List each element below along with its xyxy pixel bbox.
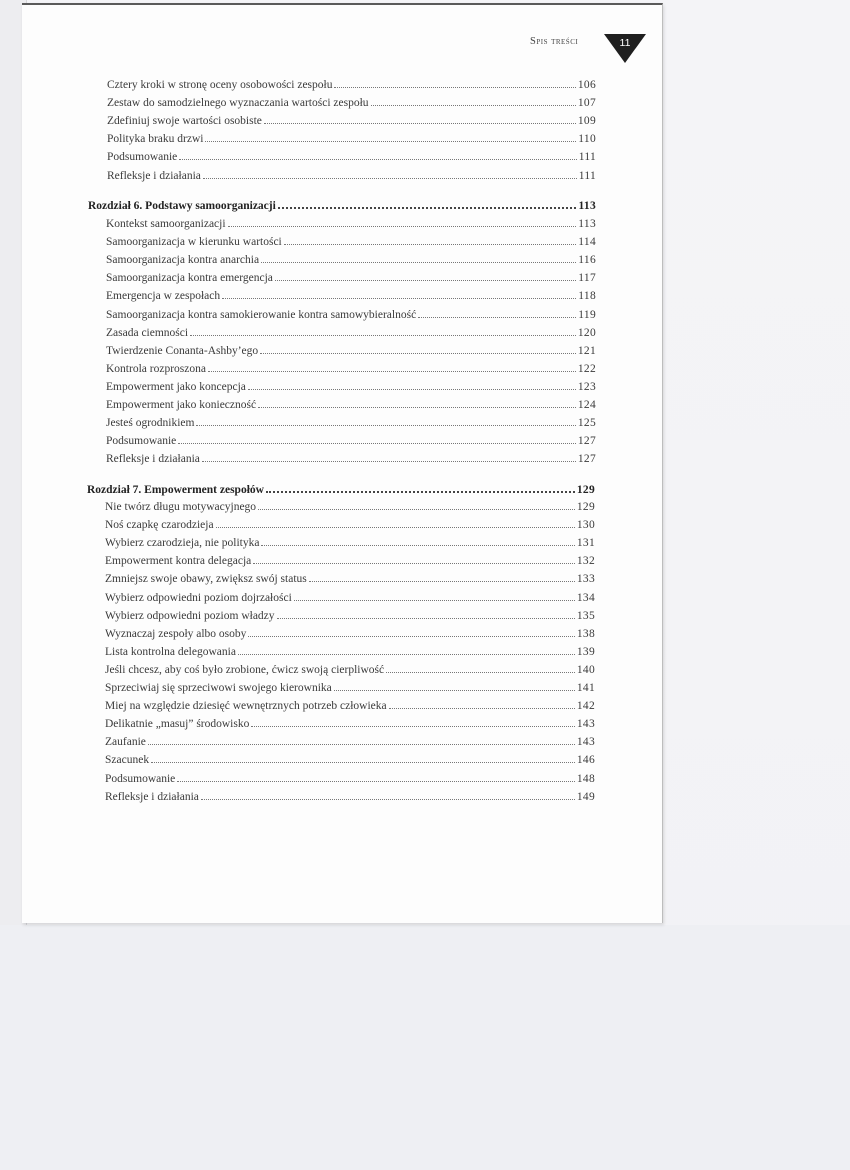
toc-page-number: 118: [578, 290, 596, 302]
toc-page-number: 127: [577, 435, 596, 447]
dot-leader: [334, 76, 575, 88]
toc-entry: [107, 148, 596, 164]
toc-entry-title: Empowerment jako koncepcja: [106, 381, 246, 393]
page-number: 11: [619, 37, 631, 49]
toc-entry: [105, 661, 595, 677]
toc-entry: [106, 360, 596, 376]
toc-entry: [106, 251, 596, 267]
toc-entry-title: Nie twórz długu motywacyjnego: [105, 501, 257, 513]
toc-entry-title: Samoorganizacja kontra samokierowanie kontra samowybieralność: [106, 309, 417, 321]
toc-entry: [107, 112, 596, 128]
dot-leader: [190, 324, 576, 336]
dot-leader: [284, 233, 577, 245]
toc-page-number: 110: [578, 133, 596, 145]
toc-page-number: 124: [577, 399, 596, 411]
toc-entry: [105, 679, 595, 695]
dot-leader: [260, 342, 576, 354]
toc-page-number: 121: [577, 345, 596, 357]
toc-entry-title: Empowerment kontra delegacja: [105, 555, 252, 567]
toc-entry: [107, 130, 596, 146]
toc-entry: [106, 306, 596, 322]
toc-entry: [105, 733, 595, 749]
toc-page-number: 142: [576, 700, 595, 712]
dot-leader: [275, 269, 576, 281]
toc-page-number: 134: [576, 592, 595, 604]
toc-entry: [106, 269, 596, 285]
dot-leader: [177, 770, 575, 782]
toc-entry: [106, 432, 596, 448]
toc-entry-title: Kontekst samoorganizacji: [106, 218, 226, 230]
toc-entry-title: Empowerment jako konieczność: [106, 399, 257, 411]
toc-entry-title: Noś czapkę czarodzieja: [105, 519, 214, 531]
dot-leader: [151, 751, 575, 763]
dot-leader: [205, 130, 576, 142]
toc-page-number: 109: [577, 115, 596, 127]
chapter-heading: [87, 480, 595, 496]
dot-leader: [178, 432, 576, 444]
toc-page-number: 116: [578, 254, 596, 266]
dot-leader: [389, 697, 575, 709]
toc-page-number: 140: [576, 664, 595, 676]
toc-page-number: 146: [576, 754, 595, 766]
dot-leader: [264, 112, 576, 124]
toc-page-number: 113: [578, 218, 596, 230]
dot-leader: [294, 589, 575, 601]
dot-leader: [418, 306, 576, 318]
toc-entry: [106, 215, 596, 231]
toc-page-number: 135: [576, 610, 595, 622]
toc-entry-title: Refleksje i działania: [105, 791, 199, 803]
toc-page-number: 119: [578, 309, 596, 321]
toc-entry-title: Samoorganizacja w kierunku wartości: [106, 236, 282, 248]
toc-entry-title: Wyznaczaj zespoły albo osoby: [105, 628, 247, 640]
toc-page-number: 148: [576, 773, 595, 785]
toc-page-number: 138: [576, 628, 595, 640]
toc-entry-title: Podsumowanie: [107, 151, 178, 163]
dot-leader: [208, 360, 576, 372]
toc-entry-title: Rozdział 6. Podstawy samoorganizacji: [88, 200, 276, 212]
dot-leader: [309, 570, 575, 582]
toc-entry: [105, 643, 595, 659]
toc-entry-title: Twierdzenie Conanta-Ashby’ego: [106, 345, 259, 357]
dot-leader: [248, 625, 574, 637]
toc-entry-title: Zasada ciemności: [106, 327, 189, 339]
toc-entry: [106, 378, 596, 394]
toc-entry: [105, 552, 595, 568]
toc-entry: [106, 324, 596, 340]
dot-leader: [179, 148, 576, 160]
toc-page-number: 130: [576, 519, 595, 531]
toc-page-number: 143: [576, 736, 595, 748]
toc-entry-title: Refleksje i działania: [106, 453, 200, 465]
toc-page-number: 139: [576, 646, 595, 658]
dot-leader: [201, 788, 575, 800]
dot-leader: [248, 378, 576, 390]
toc-entry-title: Samoorganizacja kontra anarchia: [106, 254, 260, 266]
toc-entry: [107, 167, 596, 183]
toc-entry-title: Szacunek: [105, 754, 150, 766]
running-header: Spis treści: [530, 36, 579, 47]
dot-leader: [148, 733, 575, 745]
toc-entry-title: Wybierz czarodzieja, nie polityka: [105, 537, 260, 549]
toc-entry-title: Kontrola rozproszona: [106, 363, 206, 375]
toc-page-number: 111: [578, 151, 596, 163]
toc-page-number: 125: [577, 417, 596, 429]
toc-page-number: 122: [577, 363, 596, 375]
dot-leader: [278, 196, 577, 209]
dot-leader: [216, 516, 575, 528]
toc-entry-title: Sprzeciwiaj się sprzeciwowi swojego kierownika: [105, 682, 332, 694]
toc-entry: [105, 788, 595, 804]
toc-entry-title: Cztery kroki w stronę oceny osobowości zespołu: [107, 79, 333, 91]
dot-leader: [277, 607, 575, 619]
toc-entry-title: Zestaw do samodzielnego wyznaczania wartości zespołu: [107, 97, 369, 109]
dot-leader: [258, 396, 576, 408]
dot-leader: [386, 661, 575, 673]
toc-page-number: 117: [578, 272, 596, 284]
toc-entry: [106, 414, 596, 430]
toc-entry: [105, 570, 595, 586]
dot-leader: [261, 534, 574, 546]
underlying-page: [0, 925, 850, 1170]
toc-entry: [105, 625, 595, 641]
toc-entry: [105, 534, 595, 550]
dot-leader: [258, 498, 575, 510]
chapter-heading: [88, 196, 596, 212]
toc-page-number: 107: [577, 97, 596, 109]
toc-page-number: 123: [577, 381, 596, 393]
toc-entry: [106, 450, 596, 466]
toc-entry-title: Emergencja w zespołach: [106, 290, 221, 302]
toc-entry-title: Polityka braku drzwi: [107, 133, 204, 145]
toc-page-number: 129: [576, 484, 595, 496]
toc-page-number: 131: [576, 537, 595, 549]
toc-entry-title: Podsumowanie: [106, 435, 177, 447]
toc-page-number: 149: [576, 791, 595, 803]
toc-entry: [105, 589, 595, 605]
dot-leader: [222, 287, 576, 299]
toc-page-number: 132: [576, 555, 595, 567]
toc-entry: [105, 607, 595, 623]
toc-entry: [106, 287, 596, 303]
toc-entry-title: Refleksje i działania: [107, 170, 201, 182]
dot-leader: [228, 215, 577, 227]
toc-page-number: 129: [576, 501, 595, 513]
toc-entry: [107, 76, 596, 92]
toc-entry-title: Rozdział 7. Empowerment zespołów: [87, 484, 264, 496]
toc-entry-title: Jeśli chcesz, aby coś było zrobione, ćwicz swoją cierpliwość: [105, 664, 385, 676]
toc-entry-title: Jesteś ogrodnikiem: [106, 417, 195, 429]
toc-entry: [106, 342, 596, 358]
toc-page-number: 143: [576, 718, 595, 730]
toc-page-number: 114: [578, 236, 596, 248]
toc-entry-title: Samoorganizacja kontra emergencja: [106, 272, 273, 284]
toc-entry: [106, 396, 596, 412]
toc-page-number: 133: [576, 573, 595, 585]
dot-leader: [266, 480, 575, 493]
toc-entry-title: Zaufanie: [105, 736, 146, 748]
toc-entry: [105, 751, 595, 767]
toc-page-number: 127: [577, 453, 596, 465]
toc-entry: [107, 94, 596, 110]
toc-page-number: 106: [577, 79, 596, 91]
dot-leader: [202, 450, 576, 462]
dot-leader: [238, 643, 575, 655]
toc-entry: [105, 498, 595, 514]
dot-leader: [196, 414, 575, 426]
toc-entry: [105, 770, 595, 786]
toc-page-number: 120: [577, 327, 596, 339]
toc-page-number: 113: [578, 200, 596, 212]
toc-entry: [106, 233, 596, 249]
dot-leader: [334, 679, 575, 691]
toc-page-number: 111: [578, 170, 596, 182]
toc-entry-title: Lista kontrolna delegowania: [105, 646, 236, 658]
dot-leader: [203, 167, 577, 179]
toc-page-number: 141: [576, 682, 595, 694]
toc-entry-title: Miej na względzie dziesięć wewnętrznych potrzeb człowieka: [105, 700, 387, 712]
dot-leader: [253, 552, 575, 564]
dot-leader: [251, 715, 574, 727]
toc-entry: [105, 715, 595, 731]
toc-entry-title: Zmniejsz swoje obawy, zwiększ swój status: [105, 573, 307, 585]
dot-leader: [261, 251, 576, 263]
toc-entry-title: Podsumowanie: [105, 773, 176, 785]
toc-entry-title: Zdefiniuj swoje wartości osobiste: [107, 115, 262, 127]
toc-entry: [105, 697, 595, 713]
toc-entry-title: Wybierz odpowiedni poziom dojrzałości: [105, 592, 292, 604]
dot-leader: [371, 94, 576, 106]
toc-entry-title: Delikatnie „masuj” środowisko: [105, 718, 250, 730]
toc-entry: [105, 516, 595, 532]
toc-entry-title: Wybierz odpowiedni poziom władzy: [105, 610, 275, 622]
